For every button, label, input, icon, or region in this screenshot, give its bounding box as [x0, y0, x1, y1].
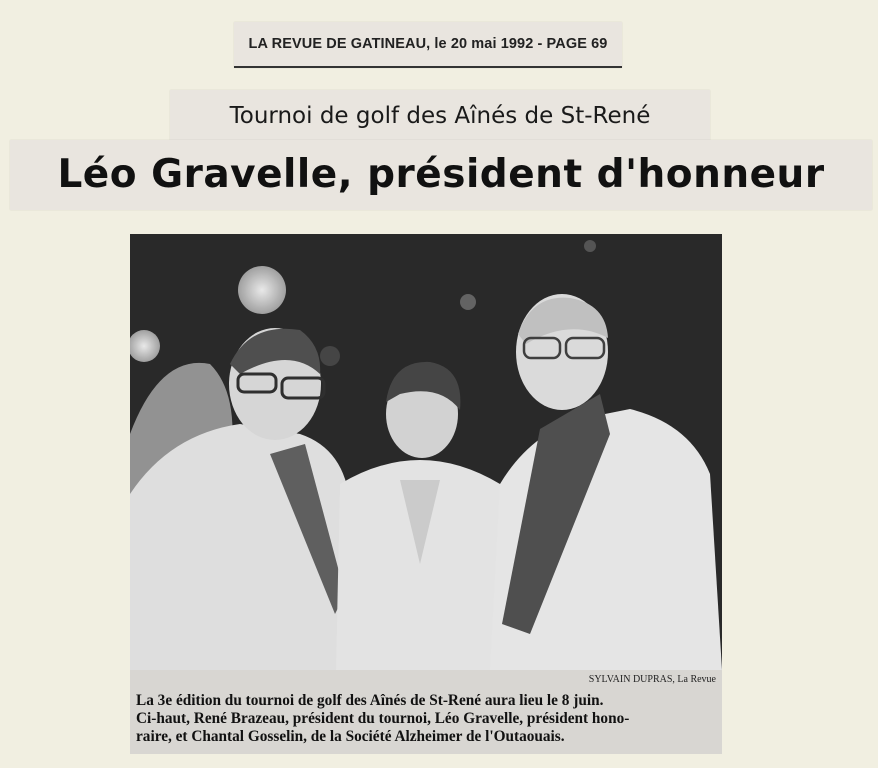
dateline: LA REVUE DE GATINEAU, le 20 mai 1992 - PAGE 69 [234, 22, 622, 68]
caption-line: raire, et Chantal Gosselin, de la Société Alzheimer de l'Outaouais. [136, 728, 565, 745]
photo-clipping [130, 234, 722, 754]
caption-line: Ci-haut, René Brazeau, président du tournoi, Léo Gravelle, président hono- [136, 710, 630, 727]
photo-credit: SYLVAIN DUPRAS, La Revue [588, 674, 716, 685]
kicker-headline: Tournoi de golf des Aînés de St-René [170, 90, 710, 142]
main-headline: Léo Gravelle, président d'honneur [10, 140, 872, 210]
press-photo [130, 234, 722, 670]
caption-line: La 3e édition du tournoi de golf des Aînés de St-René aura lieu le 8 juin. [136, 692, 604, 709]
photo-caption [136, 692, 716, 746]
photo-illustration [130, 234, 722, 670]
